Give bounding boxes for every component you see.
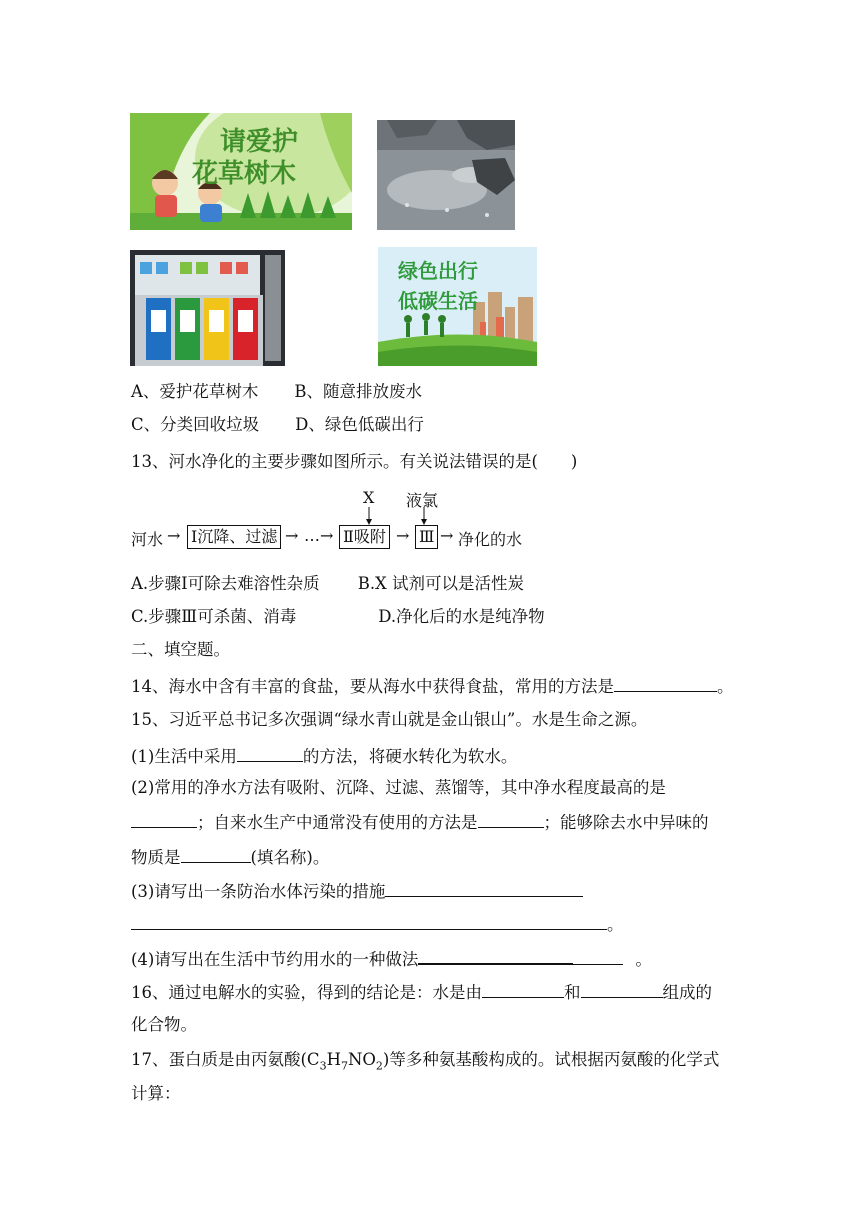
q13-option-d: D.净化后的水是纯净物 [378,607,545,626]
q15-p4-blank-a[interactable] [418,946,573,965]
q17-line2: 计算： [131,1084,181,1103]
diagram-dots: … [304,526,320,545]
q15-p3-end: 。 [607,915,624,934]
arrow-icon: → [396,526,410,545]
q13-options-row2 [131,606,545,628]
q14 [131,674,734,698]
q12-option-c: C、分类回收垃圾 [131,415,260,434]
q15-p4-blank-b[interactable] [573,947,623,965]
q16-blank1[interactable] [482,980,564,998]
q15-p1-blank[interactable] [237,744,303,762]
q13-options-row1 [131,573,524,595]
green-travel-text-line1: 绿色出行 [398,259,478,283]
q13-option-c: C.步骤Ⅲ可杀菌、消毒 [131,607,297,626]
q15-stem: 15、习近平总书记多次强调“绿水青山就是金山银山”。水是生命之源。 [131,710,648,729]
waste-water-image [377,120,515,230]
q15-p1-pre: (1)生活中采用 [131,747,237,766]
protect-plants-image [130,113,352,230]
q17-sub-7: 7 [340,1059,348,1073]
protect-plants-text-line2: 花草树木 [192,159,297,189]
q13-stem: 13、河水净化的主要步骤如图所示。有关说法错误的是( ) [131,452,578,471]
q15-p2-text-b: ；能够除去水中异味的 [543,813,709,832]
q12-options-row1 [131,381,422,403]
q15-p2-blank3[interactable] [181,845,251,863]
q15-p4-text: (4)请写出在生活中节约用水的一种做法 [131,950,419,969]
diagram-start: 河水 [131,530,164,549]
q15-p2-text-c: 物质是 [131,848,181,867]
arrow-icon: → [285,526,299,545]
q16-mid: 和 [564,983,581,1002]
q12-option-d: D、绿色低碳出行 [295,415,424,434]
diagram-step3-box: Ⅲ [415,525,438,549]
q17-sub-2: 2 [375,1059,383,1073]
q15-p3-text: (3)请写出一条防治水体污染的措施 [131,882,386,901]
q17-pre: 17、蛋白质是由丙氨酸(C [131,1050,320,1069]
q15-part2-line2 [131,810,709,834]
q14-text: 14、海水中含有丰富的食盐，要从海水中获得食盐，常用的方法是 [131,677,614,696]
q16-post: 组成的 [662,983,712,1002]
arrow-icon: → [320,526,334,545]
diagram-step2-box: Ⅱ吸附 [339,525,390,549]
waste-water-photo [377,120,515,230]
q15-p3-blank1[interactable] [385,879,583,897]
green-travel-text-line2: 低碳生活 [398,289,478,313]
q17-post: )等多种氨基酸构成的。试根据丙氨酸的化学式 [382,1050,720,1069]
reagent-chlorine-label: 液氯 [406,491,439,510]
diagram-step1-box: Ⅰ沉降、过滤 [187,525,281,549]
reagent-x-label: X [363,488,375,507]
down-arrows-icon [360,506,440,526]
q17-sub-3: 3 [319,1059,327,1073]
q12-options-row2 [131,414,424,436]
diagram-end: 净化的水 [458,530,523,549]
q15-part4 [131,946,652,971]
q15-p3-blank2[interactable] [131,912,607,930]
q12-option-a: A、爱护花草树木 [131,382,259,401]
arrow-icon: → [167,526,181,545]
q17-no: NO [347,1050,376,1069]
q16-line2: 化合物。 [131,1015,197,1034]
q15-part3-line2 [131,912,624,936]
arrow-icon: → [440,526,454,545]
q17-line1 [131,1049,719,1077]
q15-p2-blank2[interactable] [478,810,544,828]
q15-part2-line3 [131,845,329,869]
q15-part2-line1: (2)常用的净水方法有吸附、沉降、过滤、蒸馏等，其中净水程度最高的是 [131,778,666,797]
q12-option-b: B、随意排放废水 [294,382,423,401]
q13-option-a: A.步骤Ⅰ可除去难溶性杂质 [131,574,320,593]
recycle-bins-photo [130,250,285,366]
q14-end: 。 [717,677,734,696]
q16-line1 [131,980,712,1004]
q13-option-b: B.X 试剂可以是活性炭 [357,574,525,593]
q15-p1-post: 的方法，将硬水转化为软水。 [302,747,518,766]
q15-part3-line1 [131,879,583,903]
q14-answer-blank[interactable] [614,674,717,692]
section-heading: 二、填空题。 [131,640,230,659]
recycle-bins-image [130,250,285,366]
q16-blank2[interactable] [581,980,663,998]
q15-p2-text-d: (填名称)。 [250,848,330,867]
q15-p2-text-a: ；自来水生产中通常没有使用的方法是 [197,813,478,832]
q16-pre: 16、通过电解水的实验，得到的结论是：水是由 [131,983,482,1002]
green-travel-image [378,247,537,366]
q15-p4-end: 。 [635,950,652,969]
q15-p2-blank1[interactable] [131,810,197,828]
q15-part1 [131,744,517,768]
protect-plants-text-line1: 请爱护 [220,127,299,157]
q17-h: H [326,1050,341,1069]
